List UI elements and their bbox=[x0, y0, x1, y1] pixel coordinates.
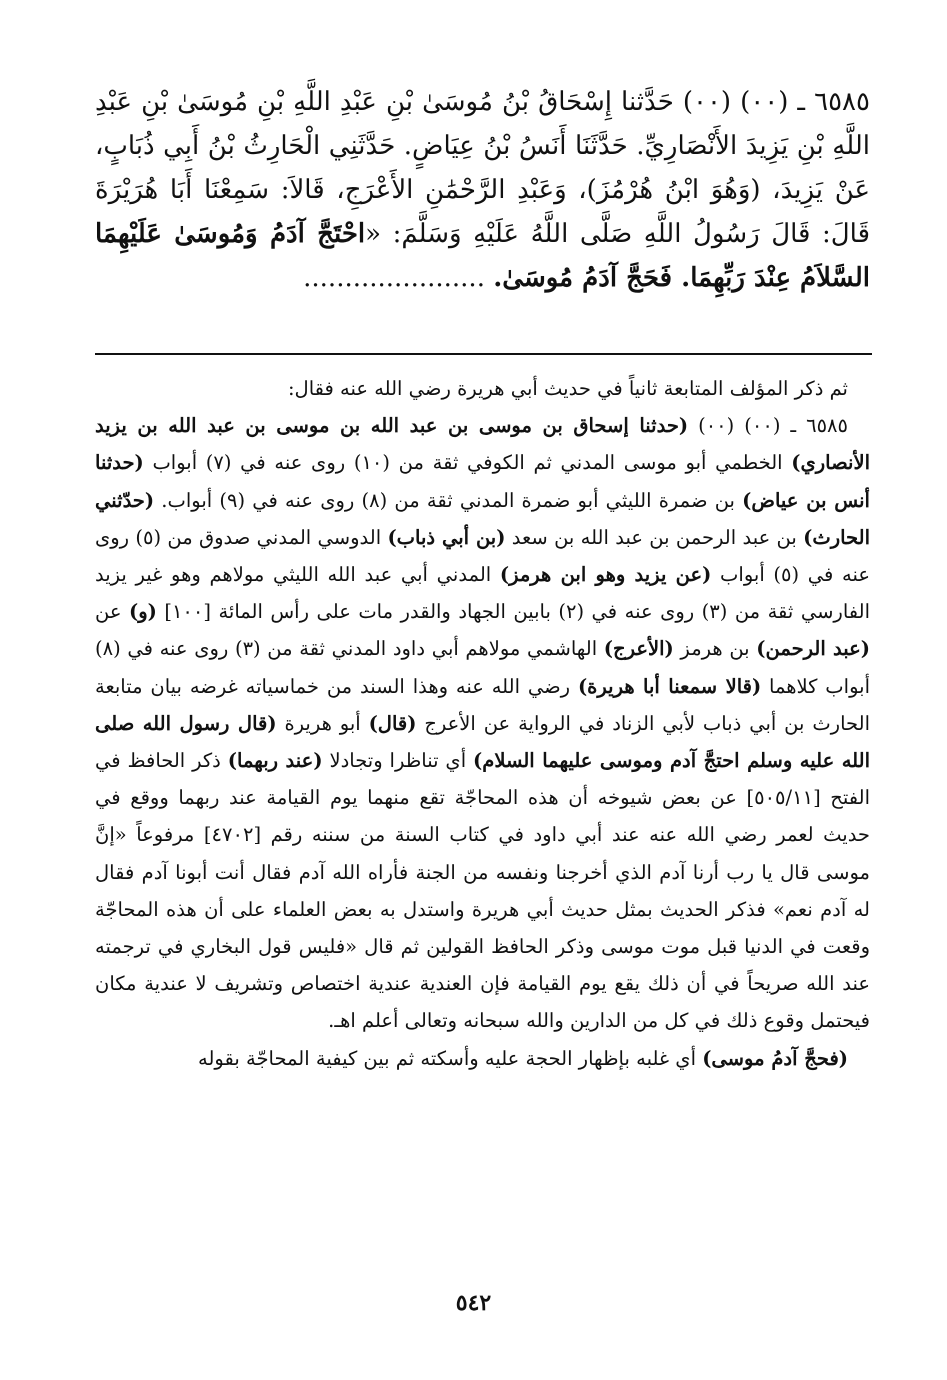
quote-and: (و) bbox=[128, 600, 157, 624]
quote-isnad-8: (قالا سمعنا أبا هريرة) bbox=[577, 674, 762, 698]
hadith-text bbox=[95, 80, 870, 300]
hadith-ellipsis: ...................... bbox=[303, 263, 494, 293]
explanation: المدني أبي عبد الله الليثي مولاهم وهو غير يزيد الفارسي ثقة من (٣) روى عنه في (٢) بابين الجهاد والقدر مات على رأس المائة [١٠٠] bbox=[95, 563, 870, 624]
quote-isnad-3: (حدّثني الحارث) bbox=[95, 488, 870, 549]
explanation: بن هرمز bbox=[673, 637, 757, 661]
explanation: الدوسي المدني صدوق من (٥) روى عنه في (٥) أبواب bbox=[95, 525, 870, 587]
hadith-block bbox=[95, 80, 870, 300]
hadith-matn: احْتَجَّ آدَمُ وَمُوسَىٰ عَلَيْهِمَا السَّلاَمُ عِنْدَ رَبِّهِمَا. فَحَجَّ آدَمُ مُوسَىٰ. bbox=[95, 219, 870, 293]
quote-isnad-7: (الأعرج) bbox=[603, 637, 674, 661]
explanation: أبو هريرة bbox=[276, 711, 369, 735]
quote-isnad-6: (عبد الرحمن) bbox=[756, 637, 870, 661]
quote-isnad-2: (حدثنا أنس بن عياض) bbox=[95, 451, 870, 512]
quote-isnad-1: (حدثنا إسحاق بن موسى بن عبد الله بن موسى بن عبد الله بن يزيد الأنصاري) bbox=[95, 414, 870, 475]
quote-qala: (قال) bbox=[368, 711, 417, 735]
commentary-paragraph-1 bbox=[95, 407, 870, 1039]
hadith-number: ٦٥٨٥ ـ (٠٠) (٠٠) bbox=[688, 414, 849, 438]
page-number: ٥٤٢ bbox=[455, 1290, 492, 1316]
commentary-paragraph-2 bbox=[95, 1040, 870, 1077]
quote-isnad-4: (بن أبي ذباب) bbox=[387, 525, 506, 549]
quote-matn-2: (عند ربهما) bbox=[227, 749, 323, 773]
explanation: رضي الله عنه وهذا السند من خماسياته غرضه بيان متابعة الحارث بن أبي ذباب لأبي الزناد في الرواية عن الأعرج bbox=[95, 674, 870, 735]
commentary-block bbox=[95, 370, 870, 1077]
quote-isnad-5: (عن يزيد وهو ابن هرمز) bbox=[499, 563, 712, 587]
explanation: ذكر الحافظ في الفتح [٥٠٥/١١] عن بعض شيوخه أن هذه المحاجّة تقع منهما يوم القيامة عند ربهما ووقع في حديث لعمر رضي الله عنه عند أبي داود في كتاب السنة من سننه رقم [٤٧٠٢] مرفوعاً «إنَّ موسى قال يا رب أرنا آدم الذي أخرجنا ونفسه من الجنة فأراه الله آدم فقال أنت أبونا آدم فقال له آدم نعم» فذكر الحديث بمثل حديث أبي هريرة واستدل به بعض العلماء على أن هذه المحاجّة وقعت في الدنيا قبل موت موسى وذكر الحافظ القولين ثم قال «فليس قول البخاري في ترجمته عند الله صريحاً في أن ذلك يقع يوم القيامة فإن العندية عندية اختصاص وتشريف لا عندية مكان فيحتمل وقوع ذلك في كل من الدارين والله سبحانه وتعالى أعلم اهـ. bbox=[95, 749, 870, 1033]
footnote-divider bbox=[95, 353, 872, 355]
explanation: عن bbox=[95, 600, 129, 624]
explanation: الخطمي أبو موسى المدني ثم الكوفي ثقة من (١٠) روى عنه في (٧) أبواب bbox=[143, 451, 792, 475]
quote-matn-3: (فحجَّ آدمُ موسى) bbox=[702, 1046, 848, 1070]
explanation: أي تناظرا وتجادلا bbox=[322, 749, 474, 773]
explanation: أي غلبه بإظهار الحجة عليه وأسكته ثم بين كيفية المحاجّة بقوله bbox=[198, 1046, 703, 1070]
explanation: بن عبد الرحمن بن عبد الله بن سعد bbox=[505, 525, 804, 549]
commentary-intro: ثم ذكر المؤلف المتابعة ثانياً في حديث أبي هريرة رضي الله عنه فقال: bbox=[287, 377, 848, 400]
quote-matn-1: (قال رسول الله صلى الله عليه وسلم احتجَّ آدم وموسى عليهما السلام) bbox=[95, 711, 870, 773]
hadith-isnad: ٦٥٨٥ ـ (٠٠) (٠٠) حَدَّثنا إِسْحَاقُ بْنُ مُوسَىٰ بْنِ عَبْدِ اللَّهِ بْنِ مُوسَىٰ بْنِ عَبْدِ اللَّهِ بْنِ يَزِيدَ الأَنْصَارِيِّ. حَدَّثَنَا أَنَسُ بْنُ عِيَاضٍ. حَدَّثَنِي الْحَارِثُ بْنُ أَبِي ذُبَابٍ، عَنْ يَزِيدَ، (وَهُوَ ابْنُ هُرْمُزَ)، وَعَبْدِ الرَّحْمَٰنِ الأَعْرَجِ، قَالاَ: سَمِعْنَا أَبَا هُرَيْرَةَ قَالَ: قَالَ رَسُولُ اللَّهِ صَلَّى اللَّهُ عَلَيْهِ وَسَلَّمَ: « bbox=[95, 87, 870, 249]
explanation: بن ضمرة الليثي أبو ضمرة المدني ثقة من (٨) روى عنه في (٩) أبواب. bbox=[154, 488, 743, 512]
explanation: الهاشمي مولاهم أبي داود المدني ثقة من (٣) روى عنه في (٨) أبواب كلاهما bbox=[95, 637, 871, 698]
